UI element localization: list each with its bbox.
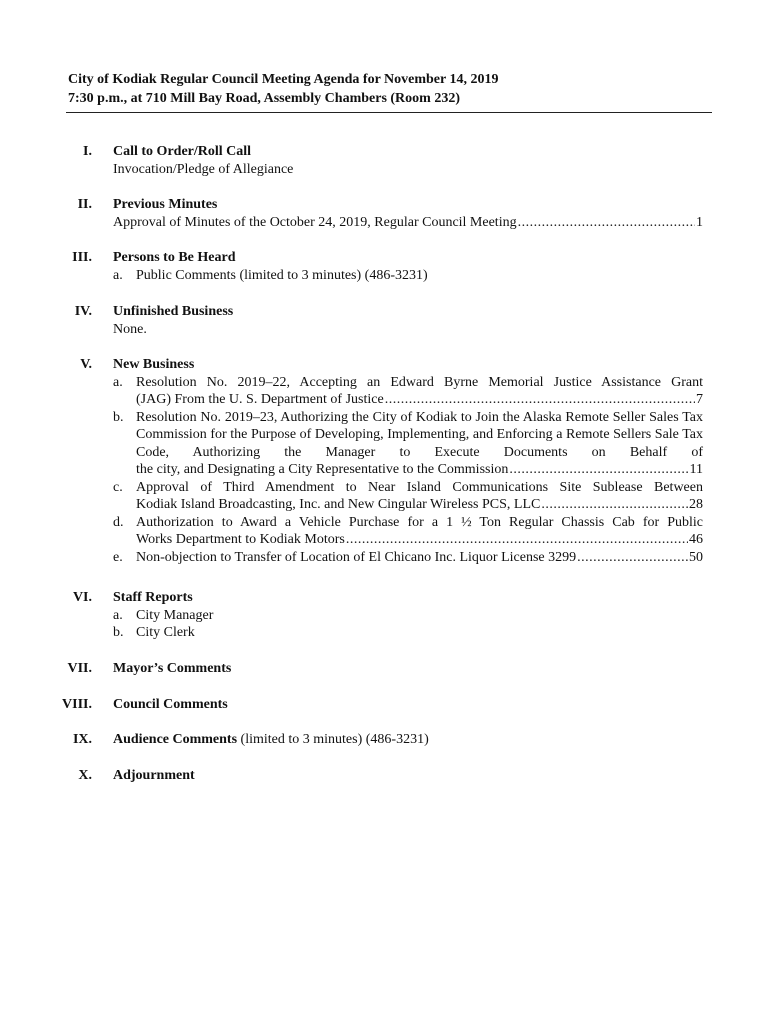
list-item [113, 374, 703, 409]
entry-text: Approval of Minutes of the October 24, 2019, Regular Council Meeting [113, 214, 517, 230]
page-number: 50 [689, 549, 703, 565]
section-title: Call to Order/Roll Call [113, 144, 252, 159]
minutes-entry [113, 214, 703, 232]
section-title: Previous Minutes [113, 197, 218, 212]
page-number: 46 [689, 532, 703, 547]
section-subtext: Invocation/Pledge of Allegiance [113, 161, 294, 177]
dot-leader [385, 391, 695, 409]
section-number: I. [83, 144, 92, 159]
agenda-header [68, 70, 713, 108]
header-time-location: 7:30 p.m., at 710 Mill Bay Road, Assembly Chambers (Room 232) [68, 91, 460, 106]
section-title: Mayor’s Comments [113, 661, 232, 676]
section-title: Audience Comments [113, 732, 238, 747]
item-text-continued: (JAG) From the U. S. Department of Justice [136, 392, 384, 407]
section-title: Unfinished Business [113, 304, 234, 319]
section-subtext: None. [113, 321, 147, 337]
section-title: Council Comments [113, 697, 228, 712]
item-letter: b. [113, 625, 124, 640]
section-number: III. [72, 250, 92, 265]
section-title: Staff Reports [113, 590, 193, 605]
item-letter: d. [113, 514, 124, 530]
item-letter: a. [113, 374, 123, 390]
item-text: Resolution No. 2019–23, Authorizing the City of Kodiak to Join the Alaska Remote Seller Sales Tax Commission for the Purpose of Developing, Implementing, and Enforcing a Remote Sellers Sale Tax Code, Authorizing the Manager to Execute Documents on Behalf of [136, 409, 703, 460]
dot-leader [577, 549, 688, 567]
item-letter: c. [113, 479, 123, 495]
section-title: Adjournment [113, 768, 195, 783]
dot-leader [509, 461, 688, 479]
list-item [113, 479, 703, 514]
item-text-continued: Kodiak Island Broadcasting, Inc. and New Cingular Wireless PCS, LLC [136, 497, 541, 512]
item-letter: b. [113, 409, 124, 425]
item-text: Non-objection to Transfer of Location of El Chicano Inc. Liquor License 3299 [136, 549, 577, 565]
dot-leader [346, 531, 688, 549]
item-text-continued: the city, and Designating a City Representative to the Commission [136, 462, 509, 477]
item-text: Resolution No. 2019–22, Accepting an Edward Byrne Memorial Justice Assistance Grant [136, 374, 703, 390]
list-item [113, 549, 703, 567]
list-item [113, 267, 703, 285]
page-number: 11 [689, 462, 703, 477]
list-item [113, 514, 703, 549]
item-text-continued: Works Department to Kodiak Motors [136, 532, 345, 547]
section-number: IX. [72, 732, 92, 747]
section-number: II. [77, 197, 92, 212]
header-divider [66, 112, 712, 113]
item-text: City Manager [136, 607, 214, 623]
section-title: New Business [113, 357, 195, 372]
dot-leader [541, 496, 688, 514]
list-item [113, 409, 703, 479]
section-number: VIII. [62, 697, 92, 712]
section-number: VI. [72, 590, 92, 605]
item-letter: a. [113, 607, 123, 623]
item-text: Public Comments (limited to 3 minutes) (486-3231) [136, 267, 428, 283]
section-note: (limited to 3 minutes) (486-3231) [237, 732, 429, 747]
section-number: VII. [67, 661, 92, 676]
section-number: IV. [74, 304, 92, 319]
item-text: City Clerk [136, 625, 195, 640]
section-number: V. [80, 357, 92, 372]
list-item [113, 624, 703, 642]
item-letter: e. [113, 549, 123, 565]
page-number: 1 [696, 214, 703, 230]
dot-leader [518, 214, 695, 232]
item-letter: a. [113, 267, 123, 283]
item-text: Approval of Third Amendment to Near Island Communications Site Sublease Between [136, 479, 703, 495]
header-title: City of Kodiak Regular Council Meeting Agenda for November 14, 2019 [68, 72, 499, 87]
list-item [113, 607, 703, 625]
section-title: Persons to Be Heard [113, 250, 236, 265]
page-number: 28 [689, 497, 703, 512]
item-text: Authorization to Award a Vehicle Purchase for a 1 ½ Ton Regular Chassis Cab for Public [136, 514, 703, 530]
page-number: 7 [696, 392, 703, 407]
section-number: X. [78, 768, 92, 783]
